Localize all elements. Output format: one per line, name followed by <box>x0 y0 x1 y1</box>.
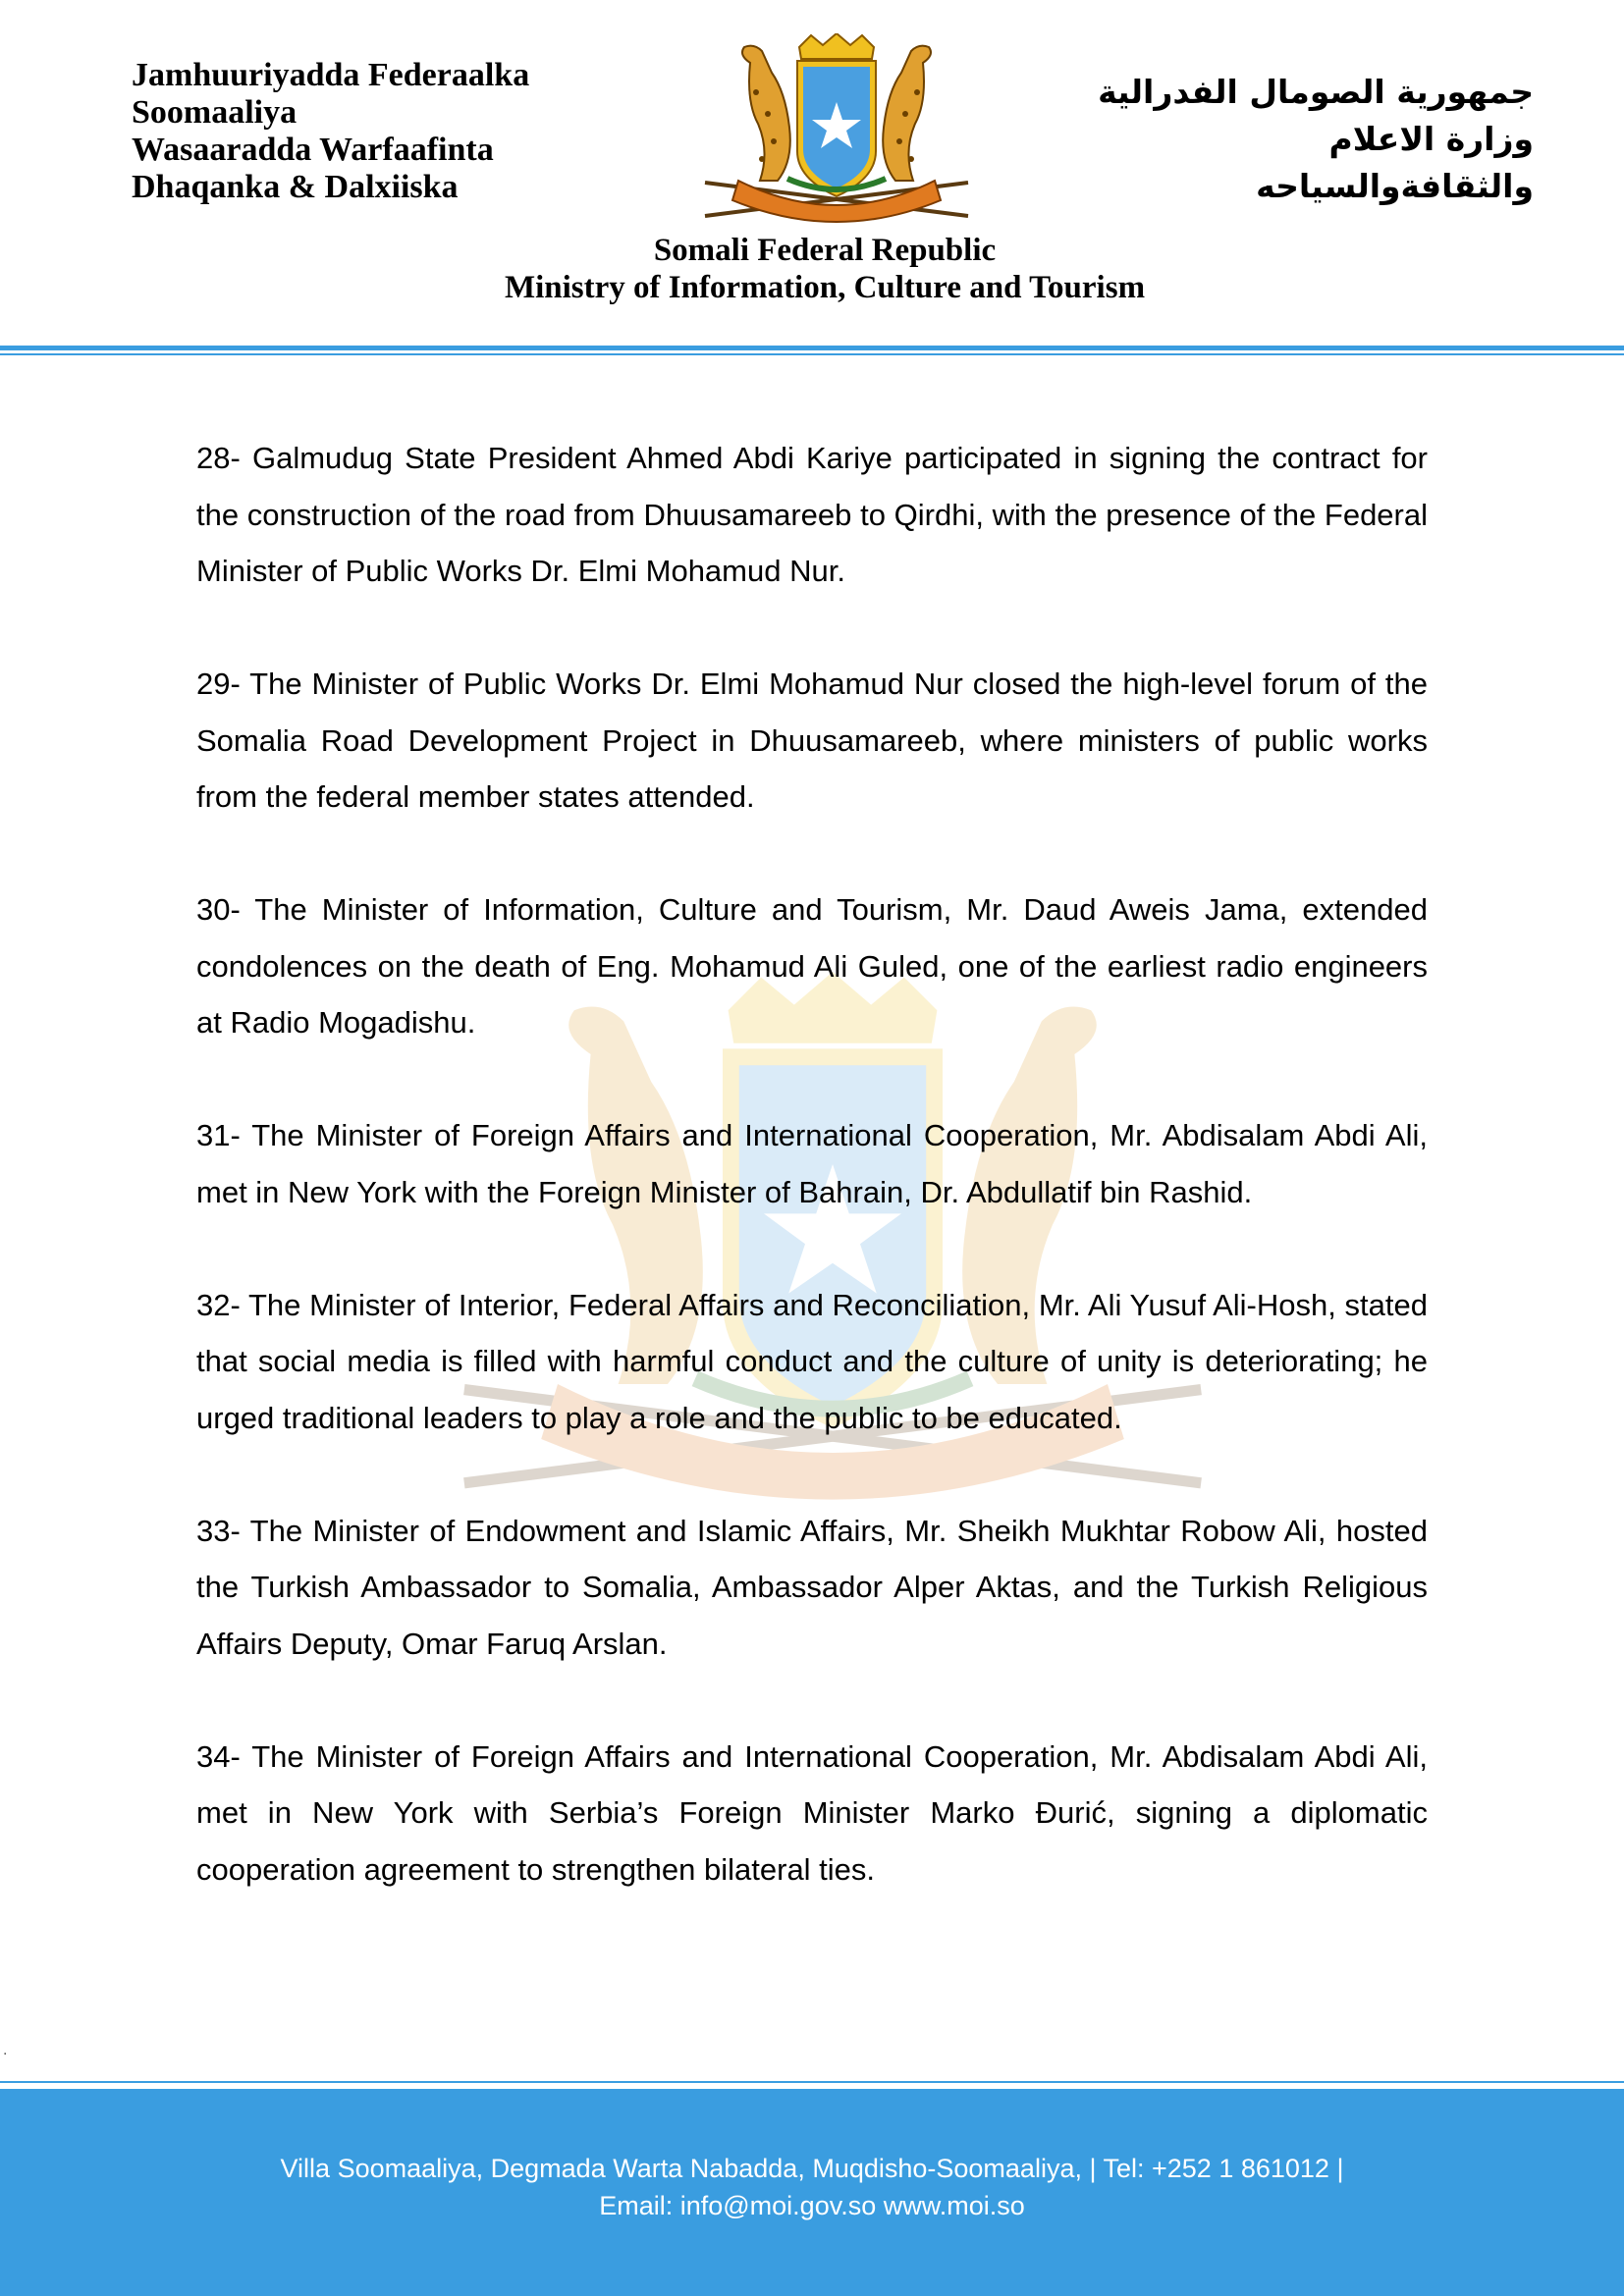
footer-contact: Email: info@moi.gov.so www.moi.so <box>599 2191 1025 2220</box>
news-item-29: 29- The Minister of Public Works Dr. Elmi Mohamud Nur closed the high-level forum of the Somalia Road Development Project in Dhuusamareeb, where ministers of public works from the federal member states attended. <box>196 667 1428 814</box>
news-item-28: 28- Galmudug State President Ahmed Abdi Kariye participated in signing the contract for the construction of the road from Dhuusamareeb to Qirdhi, with the presence of the Federal Minister of Public Works Dr. Elmi Mohamud Nur. <box>196 441 1428 588</box>
news-item-32: 32- The Minister of Interior, Federal Affairs and Reconciliation, Mr. Ali Yusuf Ali-Hosh, stated that social media is filled with harmful conduct and the culture of unity is deteriorating; he urged traditional leaders to play a role and the public to be educated. <box>196 1287 1428 1435</box>
header-right-line: جمهورية الصومال الفدرالية <box>1098 73 1534 111</box>
footer-address: Villa Soomaaliya, Degmada Warta Nabadda, Muqdisho-Soomaaliya, | Tel: +252 1 861012 | <box>280 2154 1344 2183</box>
header-arabic-name <box>1098 69 1534 210</box>
header-divider-thin <box>0 353 1624 355</box>
news-item-31: 31- The Minister of Foreign Affairs and International Cooperation, Mr. Abdisalam Abdi Ali, met in New York with the Foreign Minister of Bahrain, Dr. Abdullatif bin Rashid. <box>196 1118 1428 1209</box>
news-item-34: 34- The Minister of Foreign Affairs and International Cooperation, Mr. Abdisalam Abdi Ali, met in New York with Serbia’s Foreign Minister Marko Đurić, signing a diplomatic cooperation agreement to strengthen bilateral ties. <box>196 1738 1428 1887</box>
footer-divider <box>0 2081 1624 2083</box>
stray-mark: . <box>3 2042 8 2058</box>
footer <box>0 2089 1624 2296</box>
header-left-line: Wasaaradda Warfaafinta <box>132 132 494 168</box>
somalia-coat-of-arms-icon <box>699 33 974 230</box>
header-right-line: والثقافةوالسياحه <box>1256 167 1534 205</box>
header-somali-name <box>132 57 529 206</box>
header-left-line: Soomaaliya <box>132 94 298 131</box>
header-right-line: وزارة الاعلام <box>1328 120 1534 158</box>
news-item-33: 33- The Minister of Endowment and Islamic Affairs, Mr. Sheikh Mukhtar Robow Ali, hosted the Turkish Ambassador to Somalia, Ambassador Alper Aktas, and the Turkish Religious Affairs Deputy, Omar Faruq Arslan. <box>196 1513 1428 1661</box>
news-body <box>196 430 1428 1954</box>
header-left-line: Jamhuuriyadda Federaalka <box>132 57 530 93</box>
news-item-30: 30- The Minister of Information, Culture and Tourism, Mr. Daud Aweis Jama, extended condolences on the death of Eng. Mohamud Ali Guled, one of the earliest radio engineers at Radio Mogadishu. <box>196 892 1428 1040</box>
header-english-name <box>0 232 1624 306</box>
header-left-line: Dhaqanka & Dalxiiska <box>132 169 459 205</box>
header-republic-title: Somali Federal Republic <box>653 233 997 268</box>
header-divider <box>0 346 1624 350</box>
header-ministry-title: Ministry of Information, Culture and Tourism <box>504 270 1146 305</box>
